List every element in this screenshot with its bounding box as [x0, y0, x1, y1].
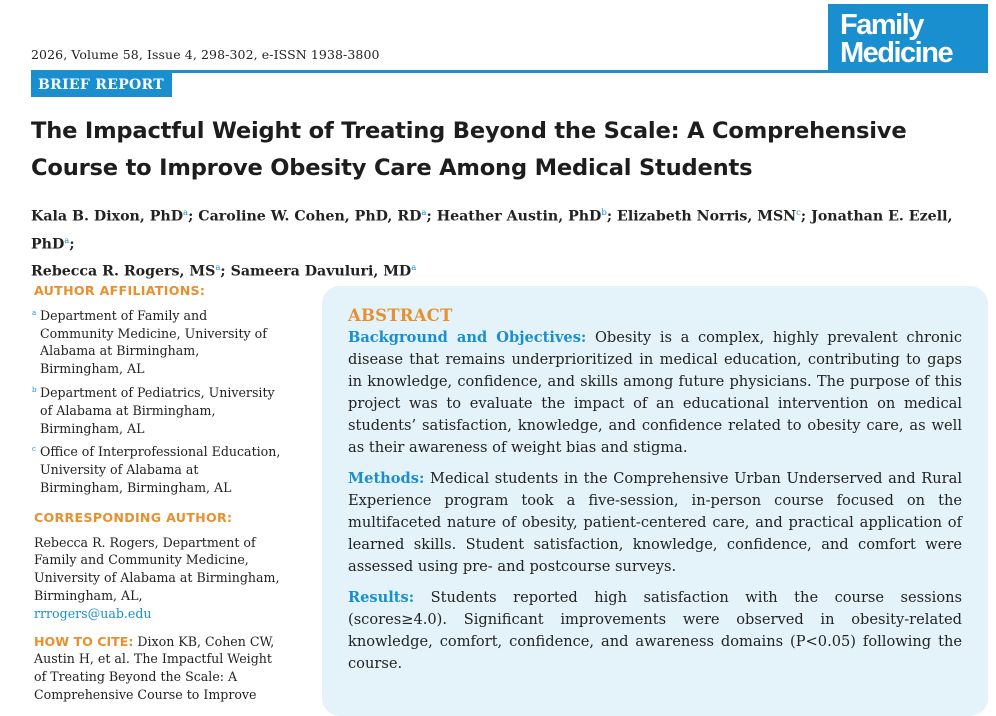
section-label: Methods: — [348, 470, 425, 487]
affiliation-text: Department of Family and Community Medicine, University of Alabama at Birmingham, Birmingham, AL — [40, 307, 267, 377]
article-title: The Impactful Weight of Treating Beyond the Scale: A Comprehensive Course to Improve Obesity Care Among Medical Students — [31, 118, 907, 181]
cite-label: HOW TO CITE: — [34, 633, 134, 649]
logo-line-2: Medicine — [840, 36, 953, 69]
author-name: Heather Austin, PhD — [436, 208, 602, 225]
affiliation-marker: c — [796, 208, 801, 218]
corresponding-heading: CORRESPONDING AUTHOR: — [34, 509, 233, 525]
abstract-section-background — [348, 327, 962, 459]
affiliation-marker: a — [64, 235, 70, 246]
journal-logo — [828, 4, 988, 72]
corresponding-email-link[interactable]: rrrogers@uab.edu — [34, 605, 152, 621]
affiliation-text: Office of Interprofessional Education, University of Alabama at Birmingham, Birmingham, AL — [40, 444, 281, 495]
affiliations-heading: AUTHOR AFFILIATIONS: — [34, 283, 206, 298]
author-separator: ; — [69, 236, 75, 253]
corresponding-author — [34, 534, 284, 623]
affiliation-marker: a — [215, 263, 221, 274]
article-sidebar — [34, 282, 284, 704]
abstract-section-results — [348, 587, 962, 675]
affiliation-marker: a — [32, 308, 37, 317]
author-list — [31, 201, 981, 284]
article-type-badge: BRIEF REPORT — [31, 73, 172, 97]
corresponding-text: Rebecca R. Rogers, Department of Family and Community Medicine, University of Alabama at Birmingham, Birmingham, AL, — [34, 534, 280, 603]
affiliation-marker: b — [32, 385, 37, 394]
cite-text: Dixon KB, Cohen CW, Austin H, et al. The Impactful Weight of Treating Beyond the Scale: A Comprehensive Course to Improve — [34, 633, 275, 702]
affiliation-item — [34, 384, 284, 437]
section-text: Obesity is a complex, highly prevalent chronic disease that remains underprioritized in medical education, contributing to gaps in knowledge, confidence, and skills among future physicians. The purpose of this project was to evaluate the impact of an educational intervention on medical students’ satisfaction, knowledge, and confidence related to obesity care, as well as their awareness of weight bias and stigma. — [348, 329, 962, 456]
how-to-cite — [34, 633, 284, 704]
abstract-heading: ABSTRACT — [348, 306, 453, 325]
abstract-section-methods — [348, 468, 962, 578]
header-rule — [31, 70, 988, 73]
affiliation-marker: a — [183, 208, 189, 218]
logo-line-1: Family — [840, 9, 923, 41]
author-name: Rebecca R. Rogers, MS — [31, 264, 216, 281]
section-text: Students reported high satisfaction with the course sessions (scores≥4.0). Significant improvements were observed in obesity-related knowledge, comfort, confidence, and awareness domains (P<0.05) following the course. — [348, 589, 962, 672]
affiliation-marker: c — [32, 445, 36, 454]
author-name: Sameera Davuluri, MD — [230, 264, 412, 281]
author-separator: ; — [220, 264, 231, 281]
section-label: Background and Objectives: — [348, 329, 587, 346]
author-separator: ; — [188, 208, 199, 225]
author-name: Elizabeth Norris, MSN — [617, 208, 797, 225]
author-separator: ; — [426, 208, 437, 225]
affiliation-marker: a — [411, 263, 417, 274]
journal-citation: 2026, Volume 58, Issue 4, 298-302, e-ISSN 1938-3800 — [31, 47, 380, 62]
section-label: Results: — [348, 589, 415, 606]
author-separator: ; — [606, 208, 617, 225]
author-name: Jonathan E. Ezell, PhD — [31, 208, 953, 253]
section-text: Medical students in the Comprehensive Urban Underserved and Rural Experience program took a five-session, in-person course focused on the multifaceted nature of obesity, patient-centered care, and practical application of learned skills. Student satisfaction, knowledge, confidence, and comfort were assessed using pre- and postcourse surveys. — [348, 470, 962, 575]
affiliation-item — [34, 443, 284, 496]
author-name: Caroline W. Cohen, PhD, RD — [198, 208, 422, 225]
affiliation-marker: b — [601, 208, 607, 218]
affiliation-text: Department of Pediatrics, University of Alabama at Birmingham, Birmingham, AL — [40, 384, 275, 436]
affiliation-marker: a — [421, 208, 427, 218]
affiliation-item — [34, 307, 284, 378]
author-separator: ; — [800, 208, 812, 225]
abstract-box — [322, 286, 988, 716]
author-name: Kala B. Dixon, PhD — [31, 208, 184, 225]
